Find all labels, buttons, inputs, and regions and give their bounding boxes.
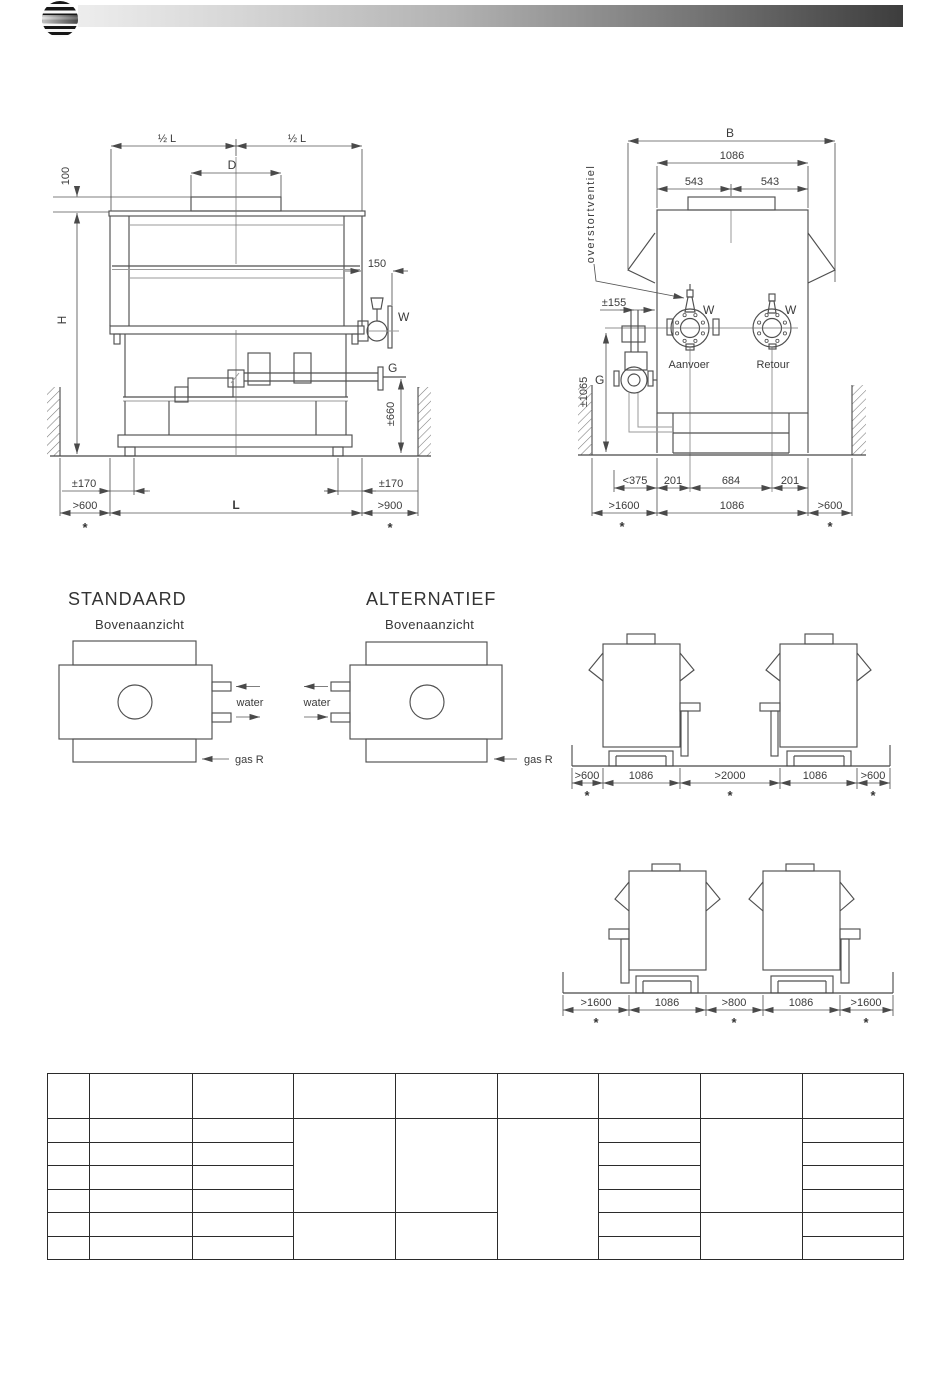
table-cell bbox=[701, 1074, 803, 1119]
water-label: water bbox=[303, 697, 331, 709]
gas-r-label: gas R bbox=[235, 754, 264, 766]
table-cell bbox=[294, 1119, 396, 1213]
dim-1086-top: 1086 bbox=[719, 150, 745, 162]
dim-900-label: >900 bbox=[377, 500, 403, 512]
dim-half-l-left: ½ L bbox=[157, 133, 177, 145]
footnote-star: * bbox=[387, 520, 393, 535]
standaard-title: STANDAARD bbox=[68, 589, 187, 609]
table-cell bbox=[90, 1166, 193, 1190]
dim-543-left: 543 bbox=[684, 176, 704, 188]
table-cell bbox=[48, 1142, 90, 1166]
dim-label: >800 bbox=[721, 997, 747, 1009]
dim-label: >2000 bbox=[714, 770, 746, 782]
dim-label: 1086 bbox=[628, 770, 654, 782]
gas-r-label: gas R bbox=[524, 754, 553, 766]
table-cell bbox=[803, 1166, 904, 1190]
dim-label: >1600 bbox=[580, 997, 612, 1009]
dim-600-right: >600 bbox=[817, 500, 843, 512]
overstortventiel-label: overstortventiel bbox=[585, 164, 597, 264]
dim-201-right: 201 bbox=[780, 475, 800, 487]
rear-view-drawing bbox=[578, 126, 866, 534]
standaard-section bbox=[59, 589, 264, 766]
dim-1086-bottom: 1086 bbox=[719, 500, 745, 512]
table-cell bbox=[48, 1213, 90, 1237]
table-cell bbox=[803, 1189, 904, 1213]
dim-1065-label: ±1065 bbox=[578, 376, 590, 408]
dimensions-table bbox=[47, 1073, 904, 1260]
table-cell bbox=[599, 1166, 701, 1190]
arrangement-top-boiler-right bbox=[760, 634, 871, 766]
front-view-drawing bbox=[47, 133, 431, 535]
table-cell bbox=[48, 1189, 90, 1213]
dimensions-table-grid bbox=[47, 1073, 904, 1260]
front-view-structure bbox=[47, 157, 431, 456]
dim-660-label: ±660 bbox=[385, 401, 397, 427]
table-cell bbox=[294, 1074, 396, 1119]
dim-543-right: 543 bbox=[760, 176, 780, 188]
table-cell bbox=[701, 1119, 803, 1213]
table-cell bbox=[90, 1213, 193, 1237]
table-cell bbox=[396, 1074, 498, 1119]
rear-view-structure bbox=[578, 184, 866, 492]
table-cell bbox=[803, 1236, 904, 1260]
table-cell bbox=[599, 1142, 701, 1166]
arrangement-top-drawing bbox=[572, 634, 890, 803]
table-cell bbox=[90, 1189, 193, 1213]
arrangement-top-boiler-left bbox=[589, 634, 700, 766]
table-cell bbox=[498, 1074, 599, 1119]
table-cell bbox=[803, 1119, 904, 1143]
table-cell bbox=[599, 1074, 701, 1119]
alternatief-subtitle: Bovenaanzicht bbox=[385, 617, 475, 632]
dim-l-label: L bbox=[232, 498, 240, 512]
w-left-label: W bbox=[703, 303, 715, 317]
table-cell bbox=[193, 1119, 294, 1143]
table-cell bbox=[90, 1236, 193, 1260]
table-cell bbox=[599, 1236, 701, 1260]
retour-label: Retour bbox=[756, 359, 790, 371]
table-cell bbox=[48, 1236, 90, 1260]
table-cell bbox=[48, 1166, 90, 1190]
table-cell bbox=[396, 1119, 498, 1213]
table-cell bbox=[803, 1142, 904, 1166]
arrangement-top-dimensions bbox=[572, 768, 890, 803]
alternatief-section bbox=[303, 589, 553, 766]
dim-label: 1086 bbox=[654, 997, 680, 1009]
water-connection-label: W bbox=[398, 310, 410, 324]
table-cell bbox=[294, 1213, 396, 1260]
dim-label: >600 bbox=[860, 770, 886, 782]
aanvoer-label: Aanvoer bbox=[668, 359, 710, 371]
dim-155-label: ±155 bbox=[601, 297, 627, 309]
footnote-star: * bbox=[82, 520, 88, 535]
arrangement-bottom-dimensions bbox=[563, 995, 893, 1030]
footnote-star: * bbox=[731, 1015, 737, 1030]
table-cell bbox=[803, 1074, 904, 1119]
arrangement-bottom-boiler-left bbox=[609, 864, 720, 993]
dim-label: 1086 bbox=[788, 997, 814, 1009]
dim-100-label: 100 bbox=[60, 166, 72, 186]
table-cell bbox=[193, 1236, 294, 1260]
footnote-star: * bbox=[863, 1015, 869, 1030]
gas-connection-label: G bbox=[388, 361, 398, 375]
footnote-star: * bbox=[593, 1015, 599, 1030]
table-cell bbox=[193, 1074, 294, 1119]
table-cell bbox=[498, 1119, 599, 1260]
dim-label: 1086 bbox=[802, 770, 828, 782]
dim-684-label: 684 bbox=[721, 475, 741, 487]
table-cell bbox=[193, 1166, 294, 1190]
dim-h-label: H bbox=[55, 315, 69, 325]
dim-label: >1600 bbox=[850, 997, 882, 1009]
dim-170-left: ±170 bbox=[71, 478, 97, 490]
arrangement-bottom-boiler-right bbox=[749, 864, 860, 993]
dim-375-label: <375 bbox=[622, 475, 648, 487]
table-cell bbox=[90, 1142, 193, 1166]
dim-170-right: ±170 bbox=[378, 478, 404, 490]
table-cell bbox=[599, 1119, 701, 1143]
dim-half-l-right: ½ L bbox=[287, 133, 307, 145]
table-cell bbox=[48, 1074, 90, 1119]
table-cell bbox=[599, 1189, 701, 1213]
footnote-star: * bbox=[827, 519, 833, 534]
dim-1600-label: >1600 bbox=[608, 500, 640, 512]
water-label: water bbox=[236, 697, 264, 709]
table-cell bbox=[90, 1119, 193, 1143]
gas-left-label: G bbox=[595, 373, 605, 387]
table-cell bbox=[193, 1189, 294, 1213]
footnote-star: * bbox=[584, 788, 590, 803]
table-cell bbox=[396, 1213, 498, 1260]
table-cell bbox=[90, 1074, 193, 1119]
footnote-star: * bbox=[727, 788, 733, 803]
footnote-star: * bbox=[870, 788, 876, 803]
rear-view-dimensions bbox=[578, 126, 852, 534]
dim-b-label: B bbox=[725, 126, 735, 140]
dim-600-left: >600 bbox=[72, 500, 98, 512]
dim-150-label: 150 bbox=[367, 258, 387, 270]
standaard-subtitle: Bovenaanzicht bbox=[95, 617, 185, 632]
dim-label: >600 bbox=[574, 770, 600, 782]
dim-201-left: 201 bbox=[663, 475, 683, 487]
footnote-star: * bbox=[619, 519, 625, 534]
alternatief-title: ALTERNATIEF bbox=[366, 589, 497, 609]
table-cell bbox=[48, 1119, 90, 1143]
table-cell bbox=[803, 1213, 904, 1237]
table-cell bbox=[701, 1213, 803, 1260]
table-cell bbox=[193, 1142, 294, 1166]
dim-d-label: D bbox=[227, 158, 237, 172]
arrangement-bottom-drawing bbox=[563, 864, 893, 1030]
table-cell bbox=[599, 1213, 701, 1237]
table-cell bbox=[193, 1213, 294, 1237]
w-right-label: W bbox=[785, 303, 797, 317]
